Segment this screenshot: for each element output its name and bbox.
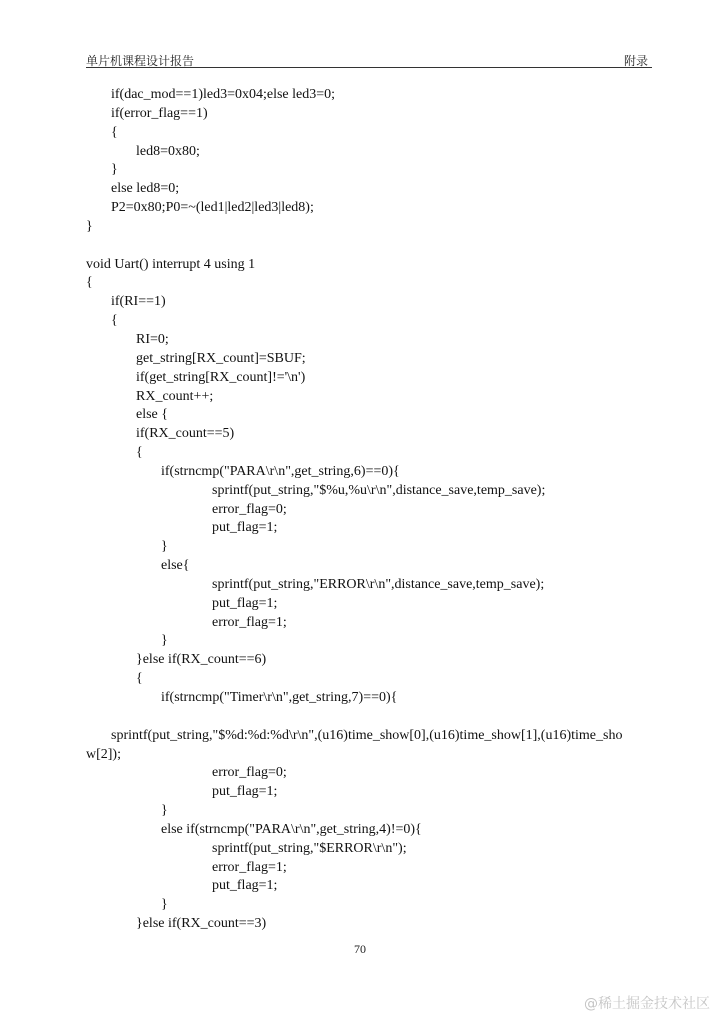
code-line: } [161, 803, 168, 819]
code-line: { [136, 445, 143, 461]
code-line: RX_count++; [136, 388, 214, 404]
code-line: } [161, 633, 168, 649]
header-rule [86, 67, 652, 68]
code-line: { [111, 124, 118, 140]
code-line: error_flag=0; [212, 501, 287, 517]
code-line: if(error_flag==1) [111, 105, 208, 121]
header-section: 附录 [623, 54, 648, 68]
code-line: RI=0; [136, 331, 169, 347]
code-line-blank [86, 708, 652, 727]
code-line: } [161, 897, 168, 913]
page-number: 70 [354, 942, 366, 956]
code-line: put_flag=1; [212, 784, 278, 800]
code-line: } [86, 218, 93, 234]
header-title: 单片机课程设计报告 [86, 54, 195, 68]
code-line: put_flag=1; [212, 595, 278, 611]
code-line: else{ [161, 558, 190, 574]
code-line: error_flag=1; [212, 859, 287, 875]
code-line: void Uart() interrupt 4 using 1 [86, 256, 256, 272]
code-line: if(dac_mod==1)led3=0x04;else led3=0; [111, 87, 336, 102]
code-line: put_flag=1; [212, 520, 278, 536]
code-line: }else if(RX_count==6) [136, 652, 267, 668]
code-line: error_flag=1; [212, 614, 287, 630]
code-line: sprintf(put_string,"$ERROR\r\n"); [212, 840, 407, 856]
code-line: if(RI==1) [111, 294, 166, 310]
code-line: { [86, 275, 93, 291]
code-line: } [111, 162, 118, 178]
code-line: if(strncmp("Timer\r\n",get_string,7)==0){ [161, 690, 398, 705]
code-line: get_string[RX_count]=SBUF; [136, 350, 306, 366]
code-line: put_flag=1; [212, 878, 278, 894]
code-line: if(get_string[RX_count]!='\n') [136, 369, 306, 385]
code-line: { [111, 313, 118, 329]
code-line-blank [86, 237, 652, 256]
code-line: else if(strncmp("PARA\r\n",get_string,4)!=0){ [161, 821, 422, 837]
code-line: sprintf(put_string,"ERROR\r\n",distance_save,temp_save); [212, 576, 545, 592]
code-line: if(strncmp("PARA\r\n",get_string,6)==0){ [161, 463, 400, 479]
code-line: led8=0x80; [136, 143, 200, 159]
code-line: else led8=0; [111, 181, 180, 197]
code-line: if(RX_count==5) [136, 426, 235, 442]
code-line: error_flag=0; [212, 765, 287, 781]
code-line: w[2]); [86, 746, 121, 762]
code-line: P2=0x80;P0=~(led1|led2|led3|led8); [111, 200, 314, 216]
code-line: { [136, 671, 143, 687]
code-block [86, 86, 652, 934]
code-line: sprintf(put_string,"$%u,%u\r\n",distance_save,temp_save); [212, 482, 546, 498]
code-line: } [161, 539, 168, 555]
code-line: else { [136, 407, 168, 423]
watermark: @稀土掘金技术社区 [584, 996, 710, 1012]
code-line: }else if(RX_count==3) [136, 916, 267, 932]
code-line: sprintf(put_string,"$%d:%d:%d\r\n",(u16)time_show[0],(u16)time_show[1],(u16)time_sho [111, 727, 623, 743]
